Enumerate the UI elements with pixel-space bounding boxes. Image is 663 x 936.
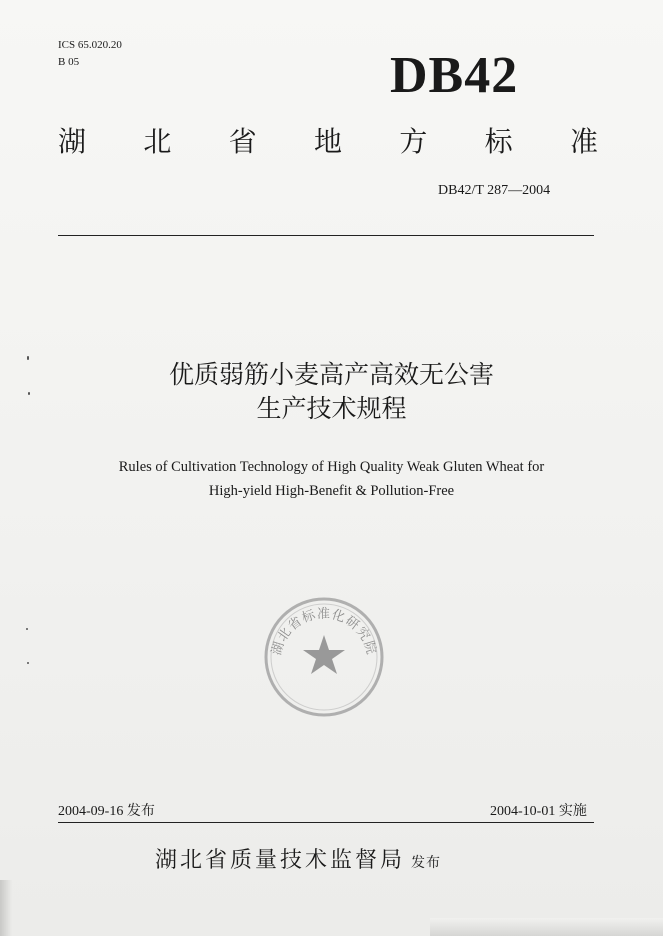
db-code-logo: DB42: [390, 47, 519, 104]
standard-type-heading: [58, 124, 598, 160]
issue-date: 2004-09-16 发布: [58, 804, 155, 819]
standard-type-char: 标: [484, 125, 513, 158]
issuer-suffix: 发布: [411, 855, 442, 871]
top-divider: [58, 235, 594, 236]
standard-number: DB42/T 287—2004: [438, 183, 551, 198]
title-english-line2: High-yield High-Benefit & Pollution-Free: [208, 483, 455, 499]
title-chinese: [0, 358, 663, 426]
title-english-line1: Rules of Cultivation Technology of High Quality Weak Gluten Wheat for: [118, 459, 545, 475]
effective-date: 2004-10-01 实施: [490, 804, 587, 819]
ics-code: ICS 65.020.20: [58, 39, 122, 51]
scan-speck: [27, 356, 29, 360]
standard-type-char: 省: [228, 125, 257, 158]
issuing-authority: [155, 843, 441, 874]
standard-type-char: 地: [313, 125, 342, 158]
classification-codes: [58, 37, 122, 71]
scan-edge-shadow: [0, 880, 12, 936]
scan-speck: [26, 628, 28, 630]
issuer-name: 湖北省质量技术监督局: [155, 848, 406, 873]
title-english: [0, 455, 663, 503]
scan-speck: [27, 662, 29, 664]
star-icon: [303, 635, 345, 674]
title-chinese-line2: 生产技术规程: [256, 394, 407, 423]
official-seal: [262, 595, 386, 719]
scan-edge-shadow-bottom: [430, 918, 663, 936]
scan-speck: [28, 392, 30, 395]
title-chinese-line1: 优质弱筋小麦高产高效无公害: [168, 360, 494, 389]
standard-type-char: 湖: [58, 125, 87, 158]
bottom-divider: [58, 822, 594, 823]
seal-text: 湖北省标准化研究院: [269, 606, 379, 658]
standard-type-char: 准: [569, 125, 598, 158]
standard-type-char: 北: [143, 125, 172, 158]
standard-type-char: 方: [399, 125, 428, 158]
ccs-code: B 05: [58, 56, 80, 68]
